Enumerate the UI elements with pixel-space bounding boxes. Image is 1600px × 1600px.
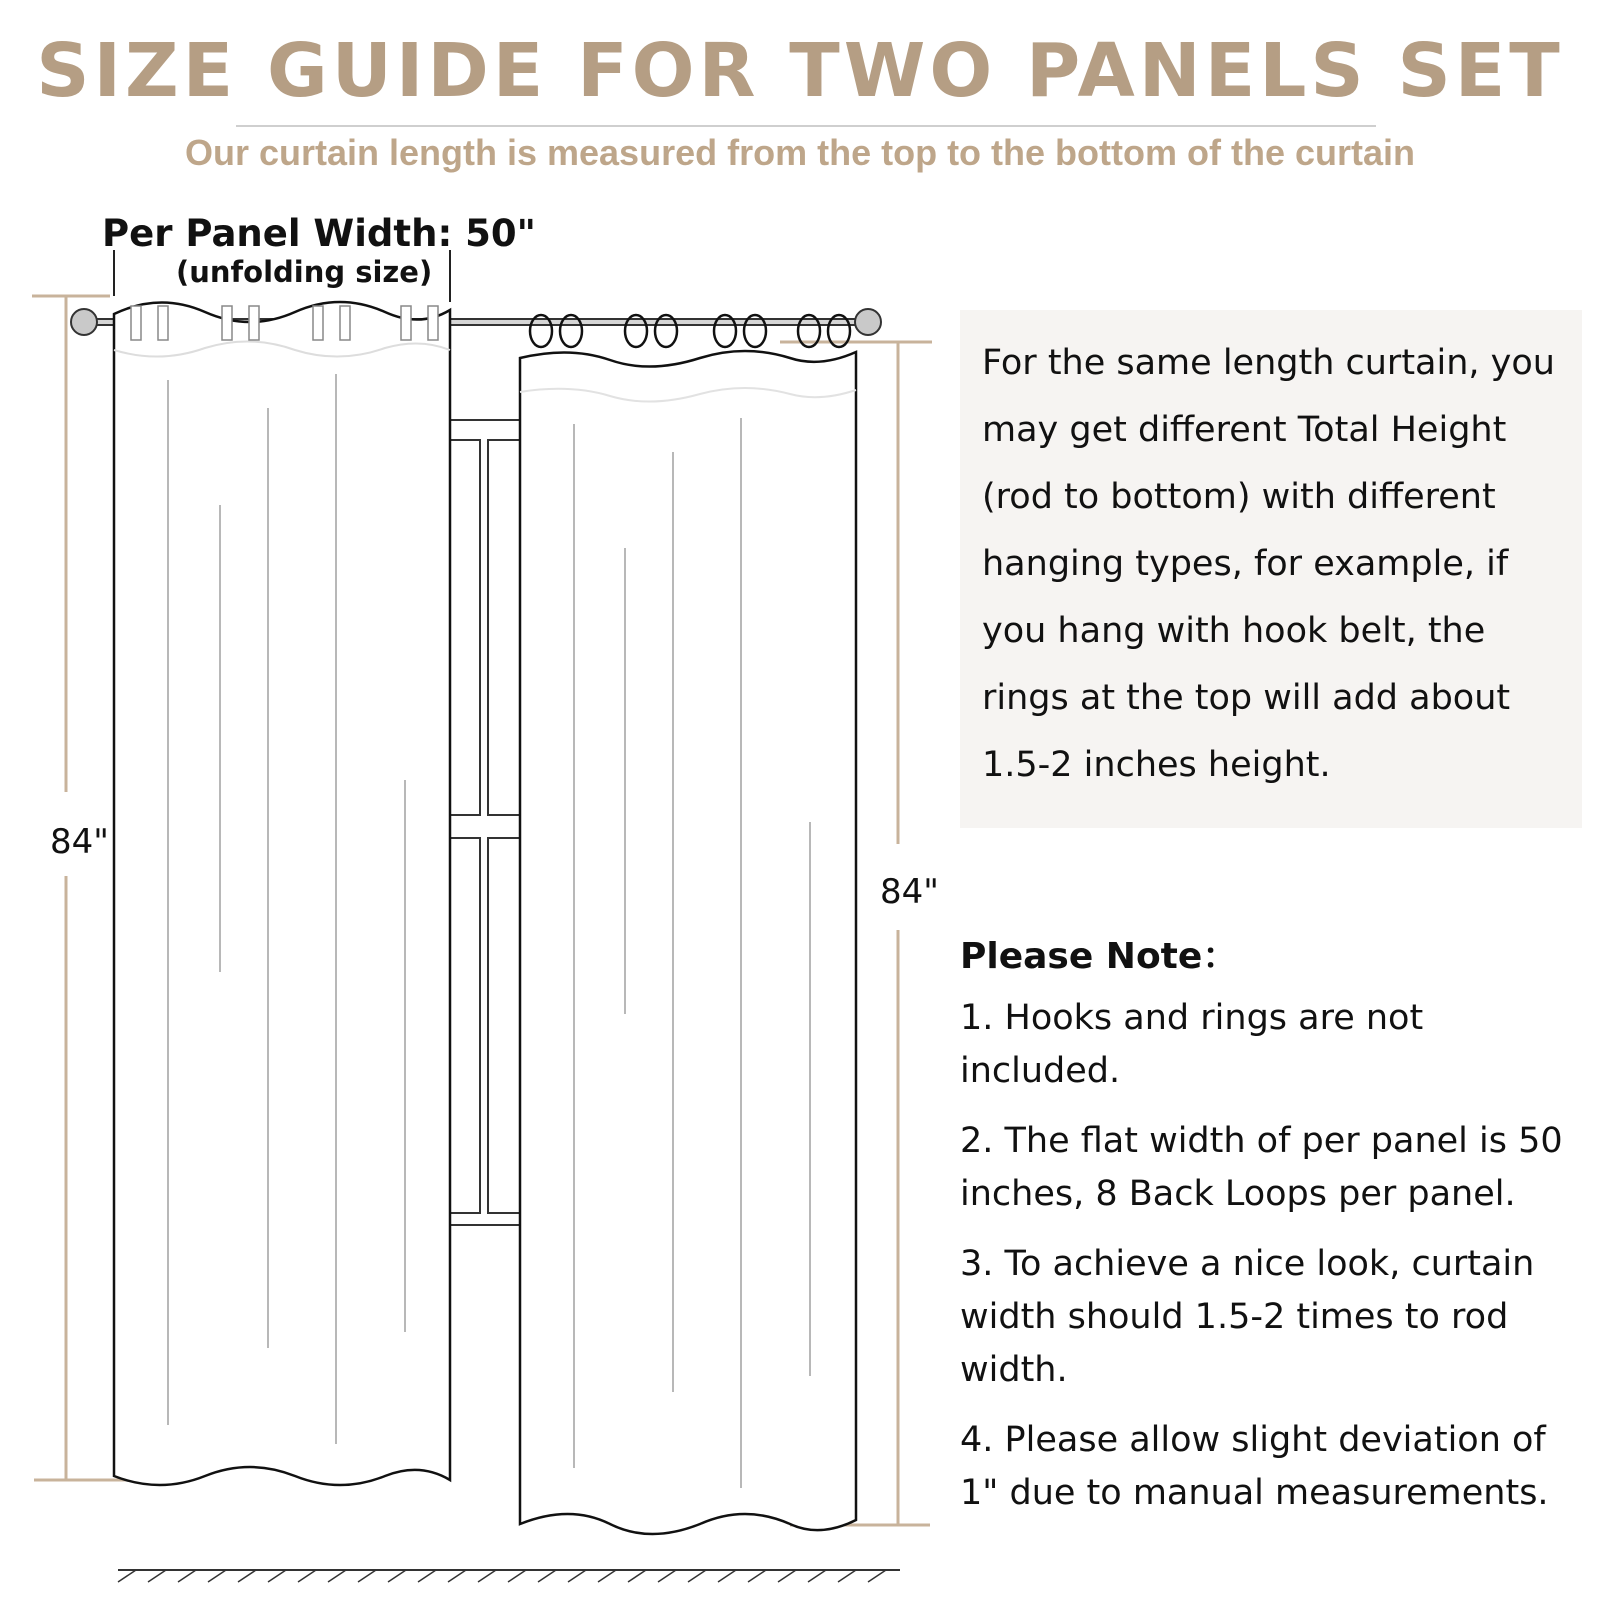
panel-width-sublabel: (unfolding size) — [176, 255, 433, 289]
right-height-label: 84" — [880, 872, 939, 912]
info-text: For the same length curtain, you may get different Total Height (rod to bottom) with different hanging types, for example, if you hang with hook belt, the rings at the top will add about 1.5-2 inches height. — [982, 343, 1555, 785]
curtain-panel-left — [114, 302, 450, 1485]
notes-title: Please Note： — [960, 936, 1239, 977]
note-item: 3. To achieve a nice look, curtain width should 1.5-2 times to rod width. — [960, 1244, 1535, 1390]
window-frame — [450, 420, 520, 1225]
page-title: SIZE GUIDE FOR TWO PANELS SET — [36, 28, 1564, 114]
rod-finial-right — [855, 309, 881, 335]
note-item: 4. Please allow slight deviation of 1" due to manual measurements. — [960, 1420, 1549, 1513]
note-item: 2. The flat width of per panel is 50 inches, 8 Back Loops per panel. — [960, 1121, 1563, 1214]
info-box — [960, 310, 1582, 828]
page-subtitle: Our curtain length is measured from the top to the bottom of the curtain — [184, 132, 1416, 173]
left-height-label: 84" — [50, 822, 109, 862]
notes-list — [960, 992, 1590, 1537]
rod-finial-left — [71, 309, 97, 335]
floor-line — [118, 1570, 900, 1582]
curtain-panel-right — [520, 315, 856, 1534]
panel-width-label: Per Panel Width: 50" — [102, 212, 536, 255]
note-item: 1. Hooks and rings are not included. — [960, 998, 1424, 1091]
